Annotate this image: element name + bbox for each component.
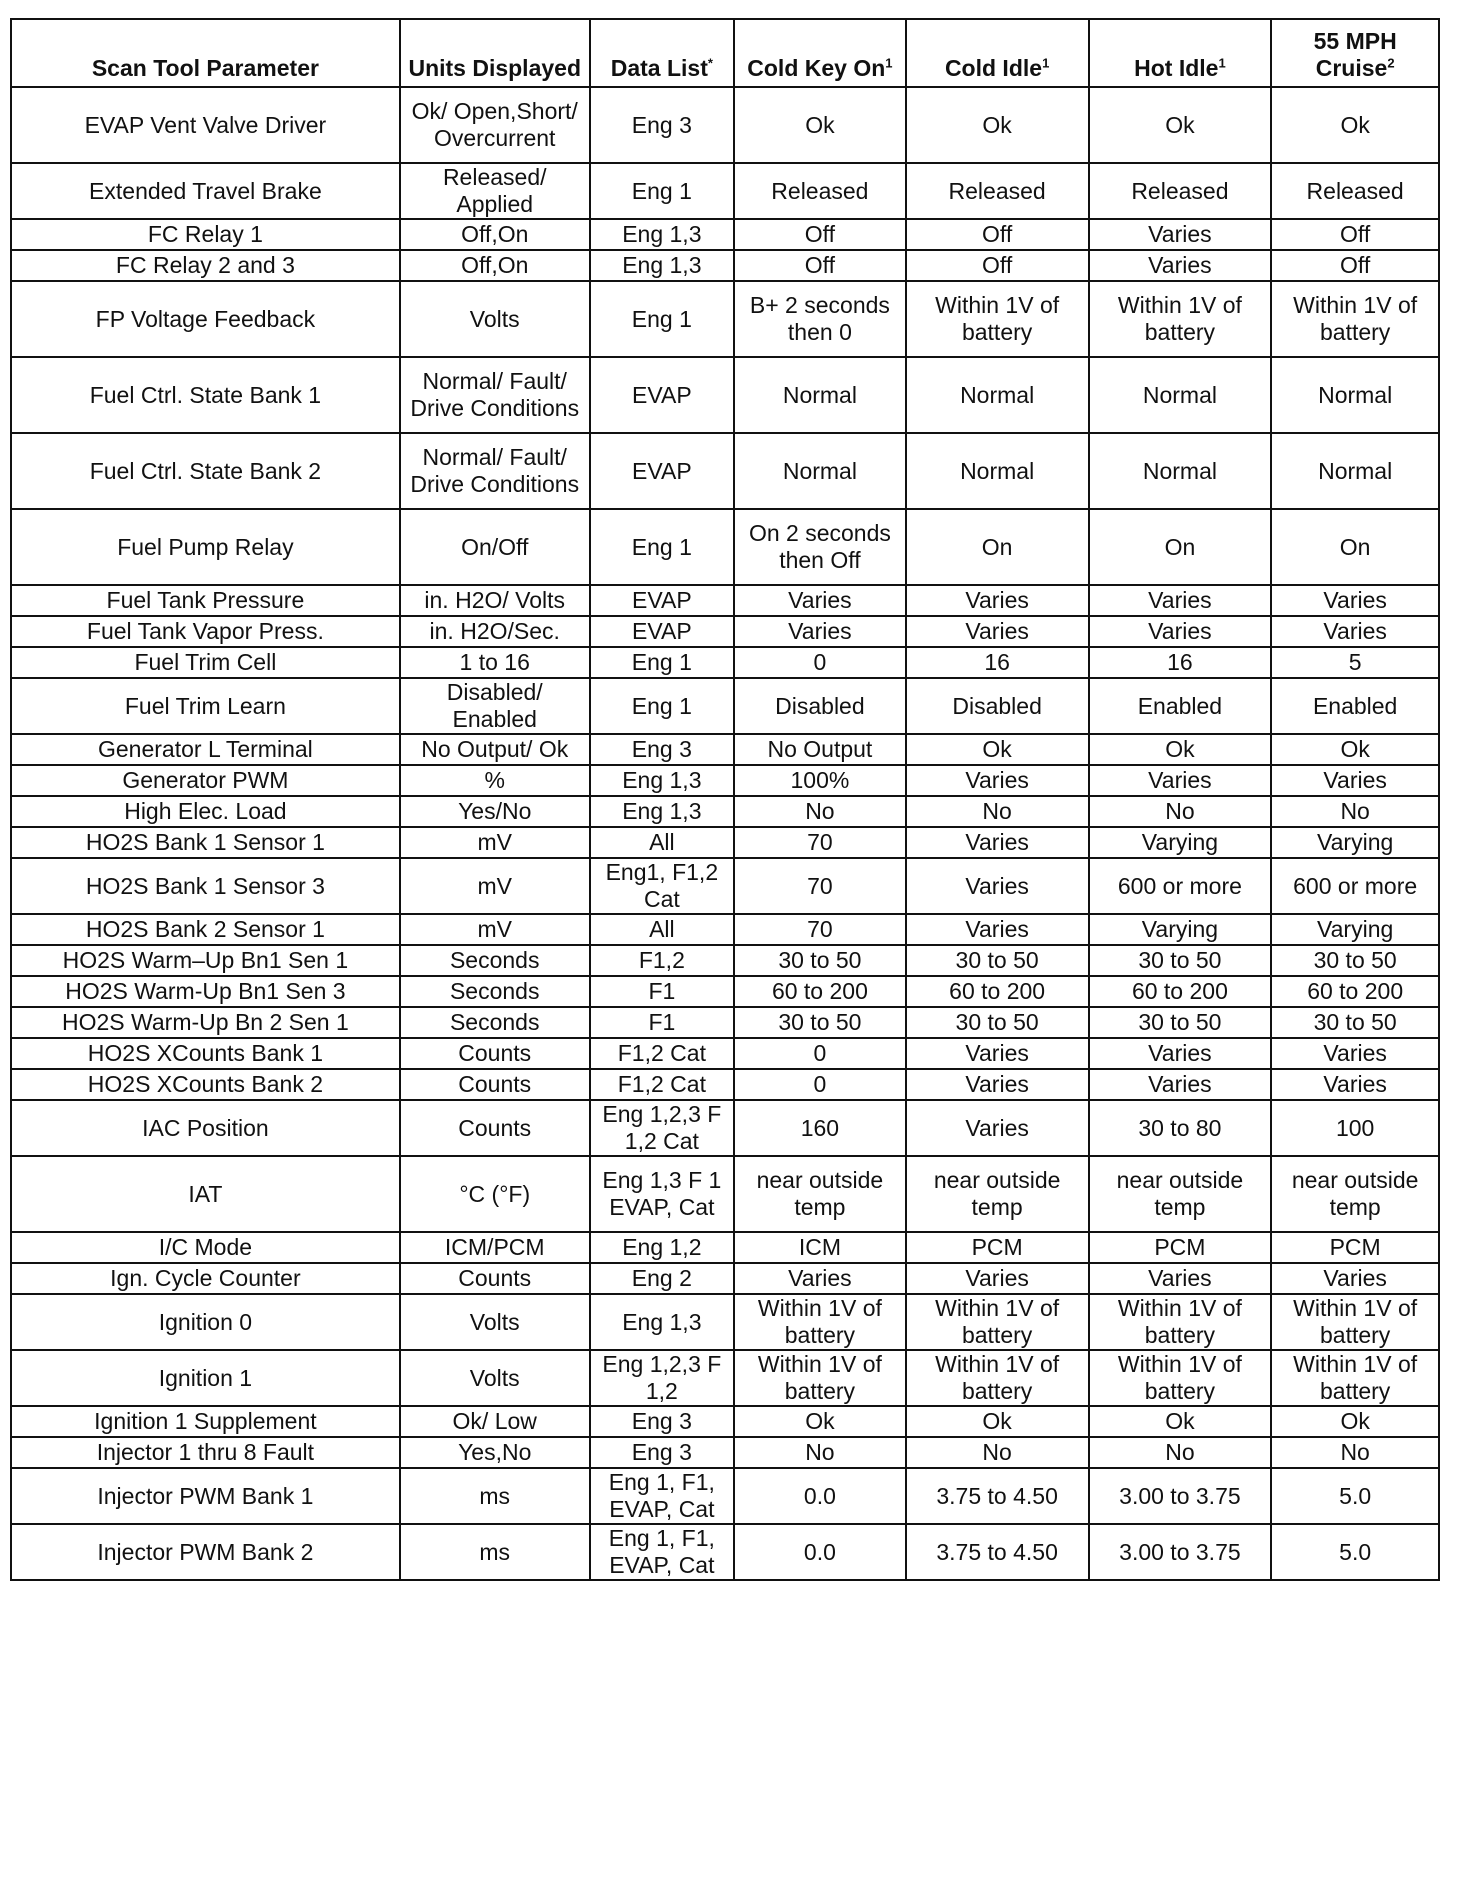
cell-units-displayed: Normal/ Fault/ Drive Conditions [400,433,590,509]
cell-hot-idle: 16 [1089,647,1272,678]
cell-cold-key-on: 70 [734,914,906,945]
cell-cold-key-on: 30 to 50 [734,1007,906,1038]
cell-parameter: Injector PWM Bank 1 [11,1468,400,1524]
table-row [11,509,1439,585]
table-row [11,678,1439,734]
scan-tool-parameter-table [10,18,1440,1581]
cell-data-list: F1 [590,1007,734,1038]
cell-cold-key-on: near outside temp [734,1156,906,1232]
cell-data-list: Eng 1,3 [590,250,734,281]
footnote-mark: 2 [1387,55,1395,71]
cell-data-list: Eng 1,3 [590,219,734,250]
cell-cold-key-on: No Output [734,734,906,765]
table-row [11,1232,1439,1263]
cell-55-mph-cruise: Within 1V of battery [1271,1350,1439,1406]
cell-units-displayed: mV [400,827,590,858]
cell-data-list: EVAP [590,433,734,509]
table-row [11,281,1439,357]
cell-hot-idle: Varies [1089,585,1272,616]
cell-cold-key-on: 0 [734,1038,906,1069]
cell-cold-idle: No [906,1437,1089,1468]
cell-55-mph-cruise: Ok [1271,1406,1439,1437]
cell-data-list: Eng 1, F1, EVAP, Cat [590,1524,734,1580]
cell-data-list: Eng 1,3 [590,796,734,827]
cell-cold-idle: 30 to 50 [906,945,1089,976]
cell-data-list: Eng 1,2 [590,1232,734,1263]
cell-units-displayed: ms [400,1468,590,1524]
cell-parameter: Ignition 1 Supplement [11,1406,400,1437]
cell-cold-idle: Within 1V of battery [906,281,1089,357]
cell-units-displayed: 1 to 16 [400,647,590,678]
cell-hot-idle: Varies [1089,219,1272,250]
header-scan-tool-parameter: Scan Tool Parameter [11,19,400,87]
cell-parameter: HO2S Warm-Up Bn1 Sen 3 [11,976,400,1007]
cell-data-list: All [590,914,734,945]
cell-cold-key-on: 160 [734,1100,906,1156]
cell-cold-key-on: Off [734,219,906,250]
cell-cold-key-on: 60 to 200 [734,976,906,1007]
cell-hot-idle: Within 1V of battery [1089,281,1272,357]
cell-cold-key-on: 100% [734,765,906,796]
cell-units-displayed: % [400,765,590,796]
cell-hot-idle: Varies [1089,250,1272,281]
cell-units-displayed: Yes,No [400,1437,590,1468]
cell-hot-idle: 60 to 200 [1089,976,1272,1007]
cell-cold-key-on: Released [734,163,906,219]
cell-data-list: Eng 1,3 [590,765,734,796]
cell-units-displayed: On/Off [400,509,590,585]
footnote-mark: 1 [1042,55,1050,71]
cell-55-mph-cruise: Off [1271,250,1439,281]
cell-cold-idle: PCM [906,1232,1089,1263]
cell-parameter: Fuel Pump Relay [11,509,400,585]
cell-55-mph-cruise: On [1271,509,1439,585]
footnote-mark: 1 [885,55,893,71]
table-row [11,616,1439,647]
cell-hot-idle: 30 to 80 [1089,1100,1272,1156]
cell-data-list: F1,2 Cat [590,1069,734,1100]
cell-cold-key-on: Off [734,250,906,281]
cell-cold-key-on: 70 [734,858,906,914]
table-row [11,357,1439,433]
cell-data-list: F1,2 [590,945,734,976]
header-cold-key-on: Cold Key On$^1$ [734,19,906,87]
table-row [11,250,1439,281]
cell-hot-idle: Normal [1089,357,1272,433]
cell-units-displayed: Released/ Applied [400,163,590,219]
cell-cold-idle: 16 [906,647,1089,678]
cell-55-mph-cruise: Ok [1271,87,1439,163]
cell-units-displayed: ICM/PCM [400,1232,590,1263]
cell-data-list: EVAP [590,585,734,616]
cell-cold-key-on: Varies [734,585,906,616]
cell-data-list: F1,2 Cat [590,1038,734,1069]
cell-hot-idle: Within 1V of battery [1089,1350,1272,1406]
cell-data-list: Eng 1 [590,281,734,357]
cell-parameter: Generator L Terminal [11,734,400,765]
cell-cold-idle: Varies [906,914,1089,945]
cell-parameter: Fuel Trim Learn [11,678,400,734]
cell-cold-idle: Varies [906,765,1089,796]
cell-hot-idle: Varying [1089,914,1272,945]
cell-data-list: F1 [590,976,734,1007]
cell-units-displayed: No Output/ Ok [400,734,590,765]
cell-parameter: HO2S Bank 2 Sensor 1 [11,914,400,945]
footnote-mark: * [707,55,713,71]
cell-units-displayed: Yes/No [400,796,590,827]
table-row [11,1069,1439,1100]
cell-hot-idle: Enabled [1089,678,1272,734]
cell-cold-key-on: Disabled [734,678,906,734]
cell-data-list: Eng 1 [590,163,734,219]
cell-units-displayed: Off,On [400,219,590,250]
cell-hot-idle: 3.00 to 3.75 [1089,1524,1272,1580]
table-row [11,585,1439,616]
cell-units-displayed: Counts [400,1069,590,1100]
cell-cold-idle: Varies [906,1069,1089,1100]
cell-units-displayed: Seconds [400,976,590,1007]
cell-parameter: Injector 1 thru 8 Fault [11,1437,400,1468]
document-page [10,18,1440,1581]
table-body [11,87,1439,1580]
cell-55-mph-cruise: No [1271,796,1439,827]
cell-cold-key-on: No [734,1437,906,1468]
table-row [11,827,1439,858]
cell-hot-idle: near outside temp [1089,1156,1272,1232]
table-row [11,433,1439,509]
cell-cold-key-on: 0.0 [734,1468,906,1524]
table-row [11,945,1439,976]
cell-units-displayed: Ok/ Open,Short/ Overcurrent [400,87,590,163]
cell-parameter: Fuel Ctrl. State Bank 2 [11,433,400,509]
cell-parameter: Ignition 0 [11,1294,400,1350]
cell-parameter: FC Relay 1 [11,219,400,250]
cell-data-list: Eng 1 [590,678,734,734]
table-row [11,734,1439,765]
cell-data-list: Eng 1 [590,509,734,585]
cell-hot-idle: Ok [1089,87,1272,163]
cell-hot-idle: 30 to 50 [1089,945,1272,976]
cell-hot-idle: Ok [1089,1406,1272,1437]
cell-cold-key-on: B+ 2 seconds then 0 [734,281,906,357]
cell-cold-idle: Within 1V of battery [906,1350,1089,1406]
cell-parameter: HO2S XCounts Bank 2 [11,1069,400,1100]
cell-data-list: Eng 2 [590,1263,734,1294]
cell-hot-idle: Varies [1089,765,1272,796]
cell-parameter: Generator PWM [11,765,400,796]
cell-cold-key-on: Varies [734,616,906,647]
table-row [11,163,1439,219]
cell-cold-idle: Off [906,250,1089,281]
header-hot-idle: Hot Idle$^1$ [1089,19,1272,87]
cell-55-mph-cruise: Off [1271,219,1439,250]
cell-parameter: HO2S Bank 1 Sensor 3 [11,858,400,914]
table-row [11,219,1439,250]
cell-parameter: Ign. Cycle Counter [11,1263,400,1294]
cell-55-mph-cruise: Varying [1271,914,1439,945]
cell-cold-key-on: Normal [734,433,906,509]
cell-cold-idle: Released [906,163,1089,219]
table-row [11,1007,1439,1038]
cell-hot-idle: On [1089,509,1272,585]
cell-55-mph-cruise: Varies [1271,1069,1439,1100]
cell-hot-idle: Within 1V of battery [1089,1294,1272,1350]
cell-parameter: Injector PWM Bank 2 [11,1524,400,1580]
cell-55-mph-cruise: 5 [1271,647,1439,678]
table-row [11,976,1439,1007]
cell-units-displayed: Counts [400,1038,590,1069]
cell-data-list: All [590,827,734,858]
cell-cold-idle: Ok [906,87,1089,163]
cell-data-list: Eng 3 [590,1437,734,1468]
table-row [11,1263,1439,1294]
cell-cold-key-on: Varies [734,1263,906,1294]
table-row [11,1038,1439,1069]
cell-cold-idle: Normal [906,433,1089,509]
cell-units-displayed: Seconds [400,945,590,976]
cell-hot-idle: Varies [1089,1038,1272,1069]
cell-data-list: Eng 1 [590,647,734,678]
cell-55-mph-cruise: Normal [1271,357,1439,433]
cell-units-displayed: Normal/ Fault/ Drive Conditions [400,357,590,433]
table-row [11,1294,1439,1350]
cell-units-displayed: Volts [400,1350,590,1406]
cell-data-list: EVAP [590,357,734,433]
cell-hot-idle: Normal [1089,433,1272,509]
table-header-row [11,19,1439,87]
cell-data-list: Eng 1,2,3 F 1,2 Cat [590,1100,734,1156]
cell-cold-key-on: 0 [734,647,906,678]
cell-hot-idle: Ok [1089,734,1272,765]
cell-cold-key-on: 70 [734,827,906,858]
cell-parameter: I/C Mode [11,1232,400,1263]
cell-cold-idle: Varies [906,827,1089,858]
cell-hot-idle: Released [1089,163,1272,219]
table-row [11,1156,1439,1232]
cell-units-displayed: Volts [400,281,590,357]
cell-cold-idle: Ok [906,734,1089,765]
cell-hot-idle: Varies [1089,616,1272,647]
cell-55-mph-cruise: 30 to 50 [1271,945,1439,976]
cell-55-mph-cruise: Ok [1271,734,1439,765]
cell-55-mph-cruise: 30 to 50 [1271,1007,1439,1038]
cell-hot-idle: Varying [1089,827,1272,858]
cell-hot-idle: 3.00 to 3.75 [1089,1468,1272,1524]
cell-cold-idle: Disabled [906,678,1089,734]
cell-cold-key-on: On 2 seconds then Off [734,509,906,585]
cell-55-mph-cruise: Varying [1271,827,1439,858]
cell-55-mph-cruise: Varies [1271,1038,1439,1069]
cell-55-mph-cruise: Varies [1271,616,1439,647]
cell-units-displayed: Counts [400,1263,590,1294]
cell-parameter: IAC Position [11,1100,400,1156]
cell-cold-key-on: Normal [734,357,906,433]
cell-parameter: HO2S Warm–Up Bn1 Sen 1 [11,945,400,976]
table-row [11,796,1439,827]
cell-units-displayed: Volts [400,1294,590,1350]
cell-cold-idle: 3.75 to 4.50 [906,1524,1089,1580]
cell-cold-idle: Varies [906,1100,1089,1156]
cell-55-mph-cruise: Released [1271,163,1439,219]
cell-parameter: Fuel Tank Vapor Press. [11,616,400,647]
footnote-mark: 1 [1218,55,1226,71]
cell-units-displayed: in. H2O/ Volts [400,585,590,616]
table-row [11,765,1439,796]
table-row [11,1468,1439,1524]
table-row [11,914,1439,945]
cell-cold-idle: near outside temp [906,1156,1089,1232]
cell-cold-idle: Normal [906,357,1089,433]
cell-cold-key-on: Ok [734,87,906,163]
cell-55-mph-cruise: Enabled [1271,678,1439,734]
cell-parameter: Extended Travel Brake [11,163,400,219]
cell-parameter: Fuel Trim Cell [11,647,400,678]
cell-units-displayed: Ok/ Low [400,1406,590,1437]
cell-hot-idle: 30 to 50 [1089,1007,1272,1038]
cell-55-mph-cruise: No [1271,1437,1439,1468]
cell-units-displayed: Disabled/ Enabled [400,678,590,734]
header-cold-idle: Cold Idle$^1$ [906,19,1089,87]
cell-55-mph-cruise: Varies [1271,585,1439,616]
cell-units-displayed: Seconds [400,1007,590,1038]
cell-cold-idle: 3.75 to 4.50 [906,1468,1089,1524]
cell-cold-idle: 60 to 200 [906,976,1089,1007]
table-row [11,858,1439,914]
cell-data-list: Eng1, F1,2 Cat [590,858,734,914]
cell-cold-key-on: 0 [734,1069,906,1100]
cell-cold-idle: Ok [906,1406,1089,1437]
cell-units-displayed: Counts [400,1100,590,1156]
cell-data-list: EVAP [590,616,734,647]
cell-hot-idle: No [1089,796,1272,827]
table-row [11,1524,1439,1580]
cell-parameter: HO2S Bank 1 Sensor 1 [11,827,400,858]
cell-units-displayed: in. H2O/Sec. [400,616,590,647]
cell-55-mph-cruise: 100 [1271,1100,1439,1156]
cell-parameter: Fuel Ctrl. State Bank 1 [11,357,400,433]
cell-55-mph-cruise: 5.0 [1271,1468,1439,1524]
cell-cold-key-on: 30 to 50 [734,945,906,976]
cell-cold-key-on: Ok [734,1406,906,1437]
table-row [11,1437,1439,1468]
cell-parameter: EVAP Vent Valve Driver [11,87,400,163]
header-data-list: Data List* [590,19,734,87]
cell-parameter: IAT [11,1156,400,1232]
cell-units-displayed: °C (°F) [400,1156,590,1232]
cell-parameter: FP Voltage Feedback [11,281,400,357]
cell-units-displayed: Off,On [400,250,590,281]
cell-cold-key-on: Within 1V of battery [734,1350,906,1406]
cell-parameter: FC Relay 2 and 3 [11,250,400,281]
cell-cold-idle: Varies [906,858,1089,914]
cell-cold-key-on: 0.0 [734,1524,906,1580]
cell-cold-idle: On [906,509,1089,585]
cell-55-mph-cruise: Varies [1271,765,1439,796]
cell-55-mph-cruise: Normal [1271,433,1439,509]
cell-cold-idle: 30 to 50 [906,1007,1089,1038]
cell-55-mph-cruise: 60 to 200 [1271,976,1439,1007]
cell-cold-key-on: Within 1V of battery [734,1294,906,1350]
cell-parameter: High Elec. Load [11,796,400,827]
cell-data-list: Eng 1,3 F 1 EVAP, Cat [590,1156,734,1232]
cell-units-displayed: ms [400,1524,590,1580]
cell-parameter: HO2S Warm-Up Bn 2 Sen 1 [11,1007,400,1038]
cell-55-mph-cruise: near outside temp [1271,1156,1439,1232]
table-row [11,1100,1439,1156]
header-units-displayed: Units Displayed [400,19,590,87]
table-row [11,1406,1439,1437]
table-row [11,647,1439,678]
cell-hot-idle: PCM [1089,1232,1272,1263]
cell-units-displayed: mV [400,914,590,945]
cell-cold-key-on: ICM [734,1232,906,1263]
cell-data-list: Eng 1,3 [590,1294,734,1350]
cell-55-mph-cruise: Within 1V of battery [1271,281,1439,357]
cell-data-list: Eng 3 [590,734,734,765]
table-row [11,87,1439,163]
cell-parameter: HO2S XCounts Bank 1 [11,1038,400,1069]
cell-cold-idle: Varies [906,585,1089,616]
header-55-mph-cruise: 55 MPH Cruise$^2$ [1271,19,1439,87]
cell-55-mph-cruise: 5.0 [1271,1524,1439,1580]
cell-55-mph-cruise: PCM [1271,1232,1439,1263]
cell-cold-idle: Varies [906,616,1089,647]
cell-55-mph-cruise: Varies [1271,1263,1439,1294]
cell-data-list: Eng 3 [590,1406,734,1437]
cell-cold-idle: Varies [906,1263,1089,1294]
table-row [11,1350,1439,1406]
cell-hot-idle: No [1089,1437,1272,1468]
cell-units-displayed: mV [400,858,590,914]
cell-parameter: Fuel Tank Pressure [11,585,400,616]
cell-data-list: Eng 1, F1, EVAP, Cat [590,1468,734,1524]
cell-hot-idle: Varies [1089,1069,1272,1100]
cell-parameter: Ignition 1 [11,1350,400,1406]
cell-cold-idle: Varies [906,1038,1089,1069]
cell-cold-key-on: No [734,796,906,827]
cell-cold-idle: No [906,796,1089,827]
cell-hot-idle: Varies [1089,1263,1272,1294]
cell-data-list: Eng 1,2,3 F 1,2 [590,1350,734,1406]
cell-data-list: Eng 3 [590,87,734,163]
cell-55-mph-cruise: 600 or more [1271,858,1439,914]
cell-cold-idle: Off [906,219,1089,250]
cell-55-mph-cruise: Within 1V of battery [1271,1294,1439,1350]
cell-cold-idle: Within 1V of battery [906,1294,1089,1350]
cell-hot-idle: 600 or more [1089,858,1272,914]
